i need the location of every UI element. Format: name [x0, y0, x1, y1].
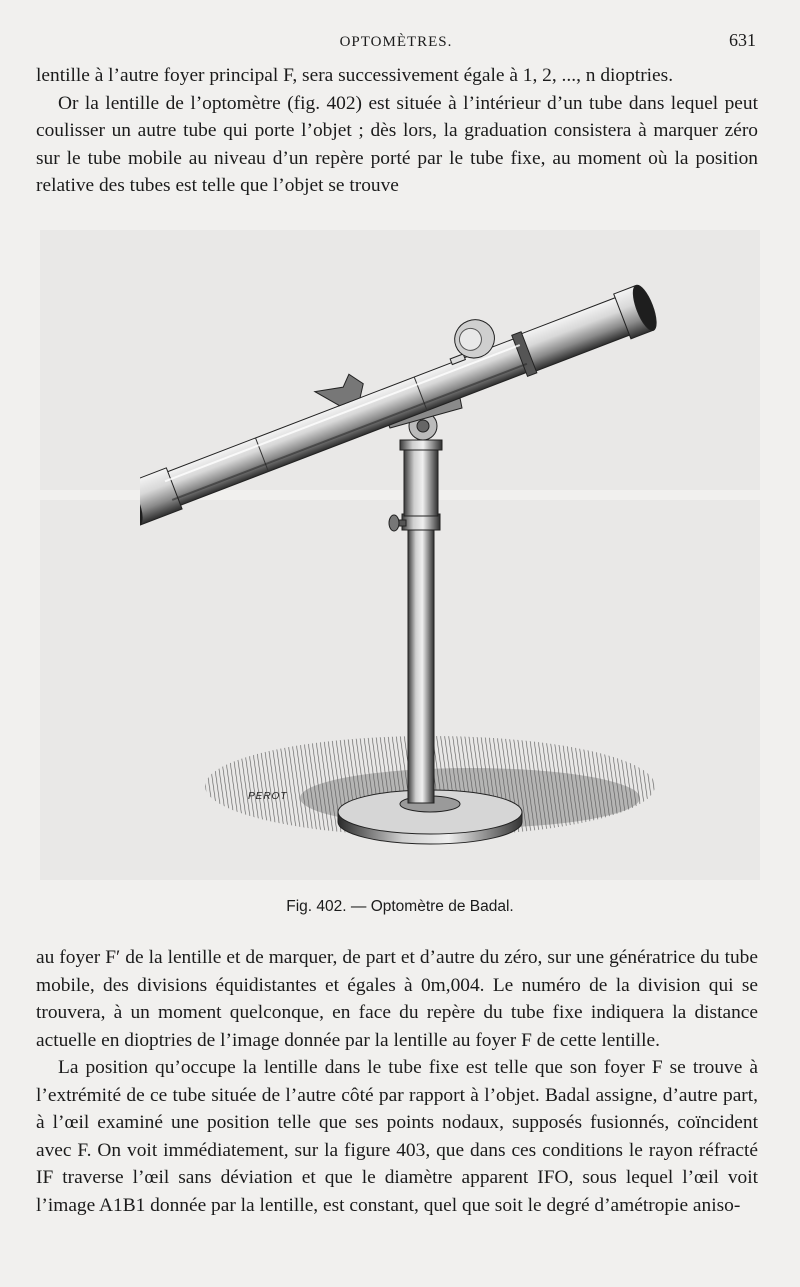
page-header	[36, 30, 756, 56]
sliding-tube	[516, 296, 633, 373]
engraver-signature: PEROT	[248, 791, 288, 802]
paragraph: au foyer F′ de la lentille et de marquer, de part et d’autre du zéro, sur une génératrice du tube mobile, des divisions équidistantes et égales à 0m,004. Le numéro de la division qui se trouvera, à un moment quelconque, en face du repère du tube fixe indiquera la distance actuelle en dioptries de l’image donnée par la lentille au foyer F de cette lentille.	[36, 947, 758, 1051]
body-text-bottom	[36, 944, 758, 1219]
paragraph: La position qu’occupe la lentille dans le tube fixe est telle que son foyer F se trouve à l’extrémité de ce tube située de l’autre côté par rapport à l’objet. Badal assigne, d’autre part, à l’œil examiné une position telle que ses points nodaux, supposés fusionnés, coïncident avec F. On voit immédiatement, sur la figure 403, que dans ces conditions le rayon réfracté IF traverse l’œil sans déviation et que le diamètre apparent IFO, sous lequel l’œil voit l’image A1B1 donnée par la lentille, est constant, quel que soit le degré d’amétropie aniso-	[36, 1057, 758, 1216]
figure-optometer-illustration	[140, 238, 670, 868]
paragraph: lentille à l’autre foyer principal F, sera successivement égale à 1, 2, ..., n dioptries.	[36, 65, 674, 86]
running-title: OPTOMÈTRES.	[339, 34, 453, 50]
paragraph: Or la lentille de l’optomètre (fig. 402) est située à l’intérieur d’un tube dans lequel peut coulisser un autre tube qui porte l’objet ; dès lors, la graduation consistera à marquer zéro sur le tube mobile au niveau d’un repère porté par le tube fixe, au moment où la position relative des tubes est telle que l’objet se trouve	[36, 92, 758, 196]
clamp-screw	[389, 515, 399, 531]
stand-post	[408, 518, 434, 803]
body-text-top	[36, 62, 758, 200]
figure-caption: Fig. 402. — Optomètre de Badal.	[286, 898, 514, 915]
stand-upper-sleeve	[404, 444, 438, 516]
page-number: 631	[729, 30, 756, 50]
